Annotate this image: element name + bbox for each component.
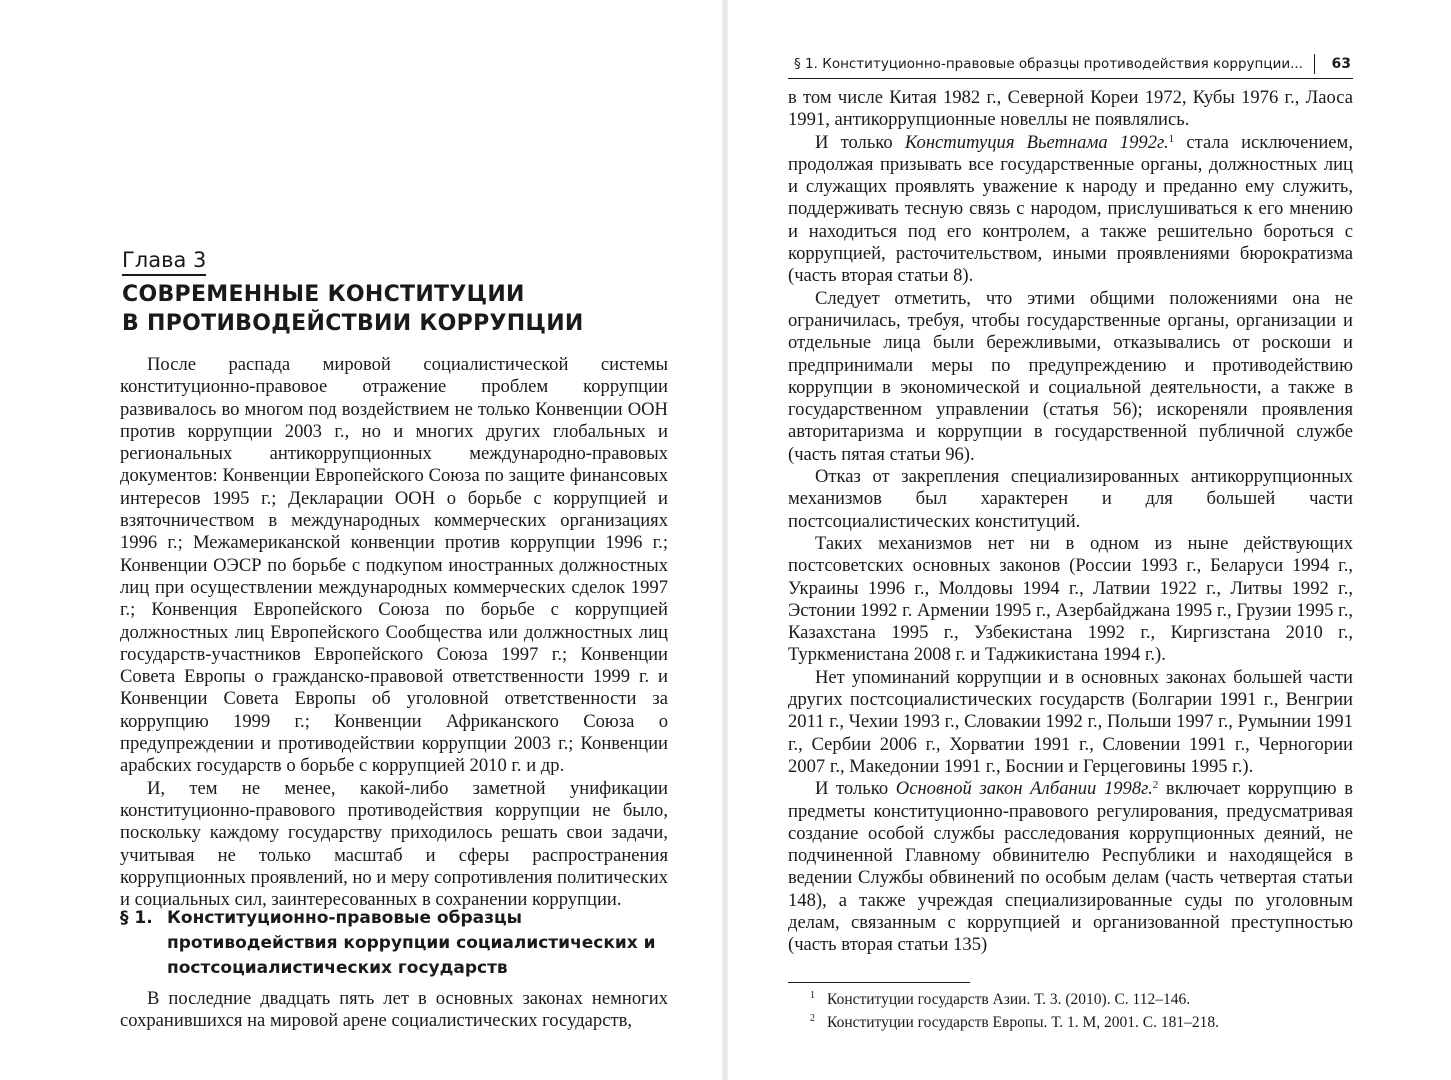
section-number: § 1. [120, 908, 153, 928]
paragraph: в том числе Китая 1982 г., Северной Кореи 1972, Кубы 1976 г., Лаоса 1991, антикоррупционные новеллы не появлялись. [788, 87, 1353, 131]
text-run: И только [815, 131, 905, 153]
paragraph [788, 778, 1353, 956]
chapter-title [122, 280, 642, 338]
italic-reference: Основной закон Албании 1998г. [895, 778, 1153, 800]
left-page [0, 0, 725, 1080]
running-head [788, 52, 1353, 79]
paragraph: В последние двадцать пять лет в основных законах немногих сохранившихся на мировой арене социалистических государств, [120, 988, 668, 1032]
chapter-title-line2: В ПРОТИВОДЕЙСТВИИ КОРРУПЦИИ [122, 311, 584, 336]
paragraph: После распада мировой социалистической системы конституционно-правовое отражение проблем коррупции развивалось во многом под воздействием не только Конвенции ООН против коррупции 2003 г., но и многих других глобальных и региональных антикоррупционных международно-правовых документов: Конвенции Европейского Союза по защите финансовых интересов 1995 г.; Декларации ООН о борьбе с коррупцией и взяточничеством в международных коммерческих организациях 1996 г.; Межамериканской конвенции против коррупции 1996 г.; Конвенции ОЭСР по борьбе с подкупом иностранных должностных лиц при осуществлении международных коммерческих сделок 1997 г.; Конвенция Европейского Союза по борьбе с коррупцией должностных лиц Европейского Сообщества или должностных лиц государств-участников Европейского Союза 1997 г.; Конвенции Совета Европы о гражданско-правовой ответственности 1999 г. и Конвенции Совета Европы об уголовной ответственности за коррупцию 1999 г.; Конвенции Африканского Союза о предупреждении и противодействии коррупции 2003 г.; Конвенции арабских государств о борьбе с коррупцией 2010 г. и др. [120, 354, 668, 777]
chapter-intro-text [120, 354, 668, 911]
footnote-number: 1 [810, 990, 815, 1001]
footnotes [788, 988, 1353, 1034]
section-heading [120, 906, 668, 981]
footnote [788, 1011, 1353, 1034]
right-page-text [788, 87, 1353, 957]
page-number: 63 [1331, 56, 1351, 72]
footnote [788, 988, 1353, 1011]
footnote-rule [788, 982, 970, 983]
italic-reference: Конституция Вьетнама 1992г. [904, 131, 1169, 153]
paragraph [788, 132, 1353, 288]
text-run: стала исключением, продолжая призывать все государственные органы, должностных лиц и служащих проявлять уважение к народу и преданно ему служить, поддерживать тесную связь с народом, прислушиваться к его мнению и находиться под его контролем, а также решительно бороться с коррупцией, расточительством, иными проявлениями бюрократизма (часть вторая статьи 8). [788, 131, 1353, 287]
footnote-marker: 2 [1152, 779, 1159, 792]
paragraph: Нет упоминаний коррупции и в основных законах большей части других постсоциалистических государств (Болгарии 1991 г., Венгрии 2011 г., Чехии 1993 г., Словакии 1992 г., Польши 1997 г., Румынии 1991 г., Сербии 2006 г., Хорватии 1991 г., Словении 1991 г., Черногории 2007 г., Македонии 1991 г., Боснии и Герцеговины 1995 г.). [788, 666, 1353, 777]
chapter-title-line1: СОВРЕМЕННЫЕ КОНСТИТУЦИИ [122, 282, 525, 307]
chapter-label: Глава 3 [122, 246, 206, 276]
footnote-text: Конституции государств Европы. Т. 1. М, 2001. С. 181–218. [827, 1014, 1219, 1031]
paragraph: Таких механизмов нет ни в одном из ныне действующих постсоветских основных законов (России 1993 г., Беларуси 1994 г., Украины 1996 г., Молдовы 1994 г., Латвии 1922 г., Литвы 1992 г., Эстонии 1992 г. Армении 1995 г., Азербайджана 1995 г., Грузии 1995 г., Казахстана 1995 г., Узбекистана 1992 г., Киргизстана 2010 г., Туркменистана 2008 г. и Таджикистана 1994 г.). [788, 532, 1353, 666]
section-title: Конституционно-правовые образцы противодействия коррупции социалистических и постсоциалистических государств [167, 908, 656, 978]
footnote-text: Конституции государств Азии. Т. 3. (2010). С. 112–146. [827, 991, 1191, 1008]
footnote-marker: 1 [1168, 132, 1175, 145]
running-head-title: § 1. Конституционно-правовые образцы противодействия коррупции... [794, 56, 1303, 72]
paragraph: И, тем не менее, какой-либо заметной унификации конституционно-правового противодействия коррупции не было, поскольку каждому государству приходилось решать свои задачи, учитывая не только масштаб и сферы распространения коррупционных проявлений, но и меру сопротивления политических и социальных сил, заинтересованных в сохранении коррупции. [120, 777, 668, 911]
paragraph: Следует отметить, что этими общими положениями она не ограничилась, требуя, чтобы государственные органы, организации и отдельные лица были бережливыми, отказывались от роскоши и предпринимали меры по предупреждению и противодействию коррупции в экономической и социальной деятельности, а также в государственном управлении (статья 56); искореняли проявления авторитаризма и коррупции в государственной публичной службе (часть пятая статьи 96). [788, 287, 1353, 465]
paragraph: Отказ от закрепления специализированных антикоррупционных механизмов был характерен и для большей части постсоциалистических конституций. [788, 466, 1353, 532]
footnote-number: 2 [810, 1013, 815, 1024]
text-run: включает коррупцию в предметы конституционно-правового регулирования, предусматривая создание особой службы расследования коррупционных деяний, не подчиненной Главному обвинителю Республики и находящейся в ведении Службы обвинений по особым делам (часть четвертая статьи 148), а также учреждая специализированные суды по уголовным делам, связанным с коррупцией и организованной преступностью (часть вторая статьи 135) [788, 778, 1353, 956]
running-head-separator [1314, 54, 1315, 74]
text-run: И только [815, 778, 896, 800]
section-text [120, 988, 668, 1033]
